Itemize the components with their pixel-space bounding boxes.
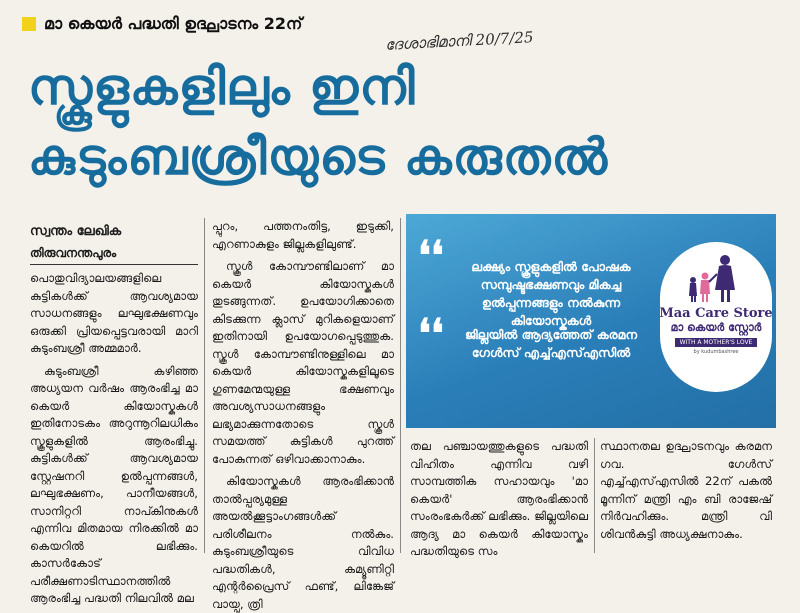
article-column-3 <box>410 438 588 558</box>
paragraph: തല പഞ്ചായത്തുകളുടെ പദ്ധതി വിഹിതം എന്നിവ വഴി സാമ്പത്തിക സഹായവും 'മാ കെയർ' ആരംഭിക്കാൻ സംരംഭകർക്ക് ലഭിക്കും. ജില്ലയിലെ ആദ്യ മാ കെയർ കിയോസ്കും പദ്ധതിയുടെ സം <box>410 439 588 558</box>
logo-brand: Maa Care Store <box>659 306 773 321</box>
headline-line-1: സ്കൂളുകളിലും ഇനി <box>28 58 416 116</box>
article-column-4 <box>600 438 772 553</box>
paragraph: പ്പുറം, പത്തനംതിട്ട, ഇടുക്കി, എറണാകുളം ജില്ലകളിലുണ്ട്. <box>212 219 394 251</box>
kicker-text: മാ കെയർ പദ്ധതി ഉദ്ഘാടനം 22ന് <box>44 14 303 33</box>
paragraph: കുടുംബശ്രീ കഴിഞ്ഞ അധ്യയന വർഷം ആരംഭിച്ച മാ കെയർ കിയോസ്കുകൾ ഇതിനോടകം അറുന്നൂറിലധികം സ്കൂളുകളിൽ ആരംഭിച്ചു. കുട്ടികൾക്ക് ആവശ്യമായ സ്റ്റേഷനറി ഉൽപ്പന്നങ്ങൾ, ലഘുഭക്ഷണം, പാനീയങ്ങൾ, സാനിറ്ററി നാപ്കിനുകൾ എന്നിവ മിതമായ നിരക്കിൽ മാ കെയറിൽ ലഭിക്കും. കാസർകോട് പരീക്ഷണാടിസ്ഥാനത്തിൽ ആരംഭിച്ച പദ്ധതി നിലവിൽ മല <box>30 363 198 605</box>
kicker <box>22 14 302 34</box>
column-divider <box>204 218 205 553</box>
quote-mark-icon: ❛❛ <box>418 310 444 357</box>
quote-mark-icon: ❛❛ <box>418 232 444 279</box>
paragraph: സ്ഥാനതല ഉദ്ഘാടനവും കരമന ഗവ. ഗേൾസ് എച്ച്എസ്എസിൽ 22ന് പകൽ മൂന്നിന് മന്ത്രി എം ബി രാജേഷ് നിർവഹിക്കും. മന്ത്രി വി ശിവൻകുട്ടി അധ്യക്ഷനാകും. <box>600 439 772 541</box>
paragraph: പൊതുവിദ്യാലയങ്ങളിലെ കുട്ടികൾക്ക് ആവശ്യമായ സാധനങ്ങളും ലഘുഭക്ഷണവും ഒരുക്കി പ്രിയപ്പെട്ടവരായി മാറി കുടുംബശ്രീ അമ്മമാർ. <box>30 271 198 355</box>
column-divider <box>594 438 595 553</box>
headline-line-2: കുടുംബശ്രീയുടെ കരുതൽ <box>28 128 609 186</box>
byline: സ്വന്തം ലേഖിക <box>30 224 122 239</box>
logo-brand-malayalam: മാ കെയർ സ്റ്റോർ <box>670 321 762 334</box>
highlight-box <box>406 214 776 428</box>
highlight-quote-1: ലക്ഷ്യം സ്കൂളുകളിൽ പോഷക സമ്പുഷ്ടഭക്ഷണവും മികച്ച ഉൽപ്പന്നങ്ങളും നൽകുന്ന കിയോസ്കുകൾ <box>471 259 631 328</box>
article-column-1 <box>30 270 198 605</box>
highlight-quote-2: ജില്ലയിൽ ആദ്യത്തേത് കരമന ഗേൾസ് എച്ച്എസ്എസിൽ <box>464 327 638 360</box>
logo-tagline: WITH A MOTHER'S LOVE <box>675 338 758 347</box>
kicker-square-icon <box>22 17 36 31</box>
logo-subtext: by kudumbashree <box>693 349 739 355</box>
paragraph: സ്കൂൾ കോമ്പൗണ്ടിലാണ് മാ കെയർ കിയോസ്കുകൾ തുടങ്ങുന്നത്. ഉപയോഗിക്കാതെ കിടക്കുന്ന ക്ലാസ് മുറികളെയാണ് ഇതിനായി ഉപയോഗപ്പെടുത്തുക. സ്കൂൾ കോമ്പൗണ്ടിനുള്ളിലെ മാ കെയർ കിയോസ്കുകളിലൂടെ ഗുണമേന്മയുള്ള ഭക്ഷണവും അവശ്യസാധനങ്ങളും ലഭ്യമാക്കുന്നതോടെ സ്കൂൾ സമയത്ത് കുട്ടികൾ പുറത്ത് പോകുന്നത് ഒഴിവാക്കാനാകും. <box>212 259 394 466</box>
handwritten-note: ദേശാഭിമാനി 20/7/25 <box>384 28 534 54</box>
column-divider <box>400 218 401 553</box>
paragraph: കിയോസ്കുകൾ ആരംഭിക്കാൻ താൽപ്പര്യമുള്ള അയൽക്കൂട്ടാംഗങ്ങൾക്ക് പരിശീലനം നൽകും. കുടുംബശ്രീയുടെ വിവിധ പദ്ധതികൾ, കമ്യൂണിറ്റി എന്റർപ്രൈസ് ഫണ്ട്, ലിങ്കേജ് വായ്പ, ത്രി <box>212 474 394 611</box>
byline-rule <box>30 264 198 265</box>
article-column-2 <box>212 218 394 611</box>
dateline: തിരുവനന്തപുരം <box>30 246 117 260</box>
maa-care-logo <box>660 242 772 392</box>
family-silhouette-icon <box>681 252 751 304</box>
